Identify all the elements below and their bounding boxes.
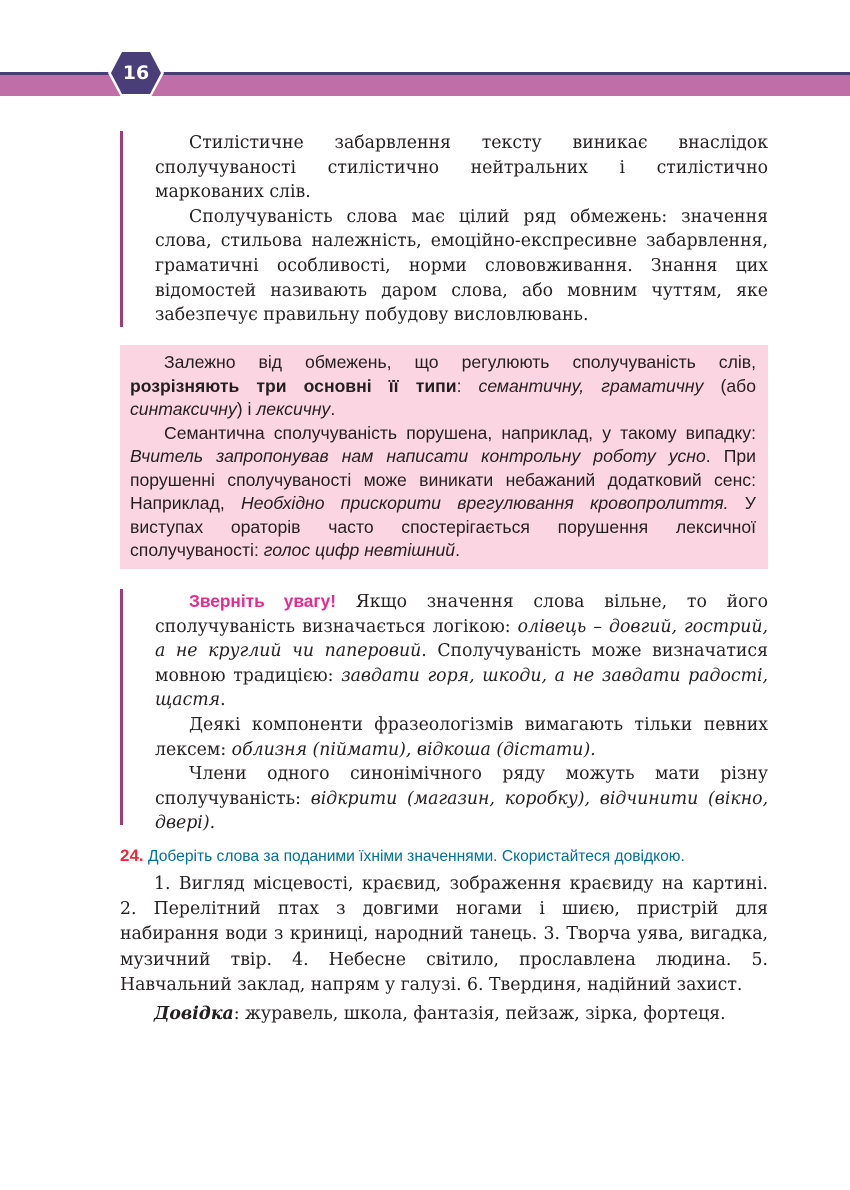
task-number: 24.	[120, 846, 144, 865]
intro-paragraph-2: Сполучуваність слова має цілий ряд обмежень: значення слова, стильова належність, емоційно-експресивне забарвлення, граматичні особливості, норми слововживання. Знання цих відомостей називають даром слова, або мовним чуттям, яке забезпечує правильну побудову висловлювань.	[155, 206, 768, 326]
rule-box	[120, 345, 768, 569]
task-hint	[120, 1002, 768, 1027]
task-text: 1. Вигляд місцевості, краєвид, зображення краєвиду на картині. 2. Перелітний птах з довгими ногами і шиєю, пристрій для набирання води з криниці, народний танець. 3. Творча уява, вигадка, музичний твір. 4. Небесне світило, прославлена людина. 5. Навчальний заклад, напрям у галузі. 6. Твердиня, надійний захист.	[120, 874, 768, 995]
rule-paragraph-1: Залежно від обмежень, що регулюють сполучуваність слів, розрізняють три основні її типи: семантичну, граматичну (або синтаксичну) і лексичну.	[130, 352, 756, 419]
intro-left-bar	[120, 131, 123, 327]
hint-text: : журавель, школа, фантазія, пейзаж, зірка, фортеця.	[233, 1004, 726, 1025]
task-heading	[120, 846, 768, 866]
page-number-badge	[107, 48, 165, 98]
attention-label: Зверніть увагу!	[189, 591, 336, 611]
intro-block	[120, 131, 768, 328]
attention-left-bar	[120, 589, 123, 825]
rule-paragraph-2: Семантична сполучуваність порушена, наприклад, у такому випадку: Вчитель запропонував нам написати контрольну роботу усно. При порушенні сполучуваності може виникати небажаний додатковий сенс: Наприклад, Необхідно прискорити врегулювання кровопролиття. У виступах ораторів часто спостерігається порушення лексичної сполучуваності: голос цифр невтішний.	[130, 422, 756, 560]
task-body	[120, 872, 768, 1027]
intro-paragraph-1: Стилістичне забарвлення тексту виникає внаслідок сполучуваності стилістично нейтральних і стилістично маркованих слів.	[155, 133, 768, 203]
attention-paragraph-3: Члени одного синонімічного ряду можуть мати різну сполучуваність: відкрити (магазин, коробку), відчинити (вікно, двері).	[155, 764, 768, 834]
attention-paragraph-2: Деякі компоненти фразеологізмів вимагають тільки певних лексем: облизня (піймати), відкоша (дістати).	[155, 714, 768, 760]
task-instruction: Доберіть слова за поданими їхніми значеннями. Скористайтеся довідкою.	[147, 848, 685, 865]
attention-block	[120, 589, 768, 836]
hint-label: Довідка	[154, 1004, 234, 1025]
attention-paragraph-1: Зверніть увагу! Якщо значення слова вільне, то його сполучуваність визначається логікою: олівець – довгий, гострий, а не круглий чи паперовий. Сполучуваність може визначатися мовною традицією: завдати горя, шкоди, а не завдати радості, щастя.	[155, 591, 769, 711]
page-number: 16	[122, 62, 150, 84]
